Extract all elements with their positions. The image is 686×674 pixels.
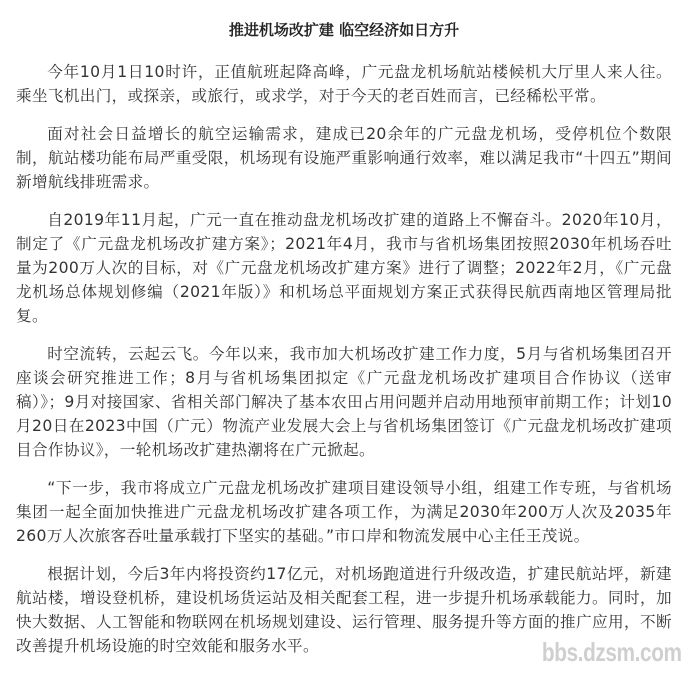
paragraph: 今年10月1日10时许，正值航班起降高峰，广元盘龙机场航站楼候机大厅里人来人往。乘坐飞机出门，或探亲，或旅行，或求学，对于今天的老百姓而言，已经稀松平常。: [16, 63, 672, 105]
paragraph: 根据计划，今后3年内将投资约17亿元，对机场跑道进行升级改造，扩建民航站坪，新建航站楼，增设登机桥，建设机场货运站及相关配套工程，进一步提升机场承载能力。同时，加快大数据、人工智能和物联网在机场规划建设、运行管理、服务提升等方面的推广应用，不断改善提升机场设施的时空效能和服务水平。: [16, 565, 672, 655]
paragraph: “下一步，我市将成立广元盘龙机场改扩建项目建设领导小组，组建工作专班，与省机场集团一起全面加快推进广元盘龙机场改扩建各项工作，为满足2030年200万人次及2035年260万人次旅客吞吐量承载打下坚实的基础。”市口岸和物流发展中心主任王茂说。: [16, 479, 672, 545]
paragraph: 面对社会日益增长的航空运输需求，建成已20余年的广元盘龙机场，受停机位个数限制，航站楼功能布局严重受限，机场现有设施严重影响通行效率，难以满足我市“十四五”期间新增航线排班需求。: [16, 125, 672, 191]
paragraph: 自2019年11月起，广元一直在推动盘龙机场改扩建的道路上不懈奋斗。2020年10月，制定了《广元盘龙机场改扩建方案》；2021年4月，我市与省机场集团按照2030年机场吞吐量为200万人次的目标，对《广元盘龙机场改扩建方案》进行了调整；2022年2月，《广元盘龙机场总体规划修编（2021年版）》和机场总平面规划方案正式获得民航西南地区管理局批复。: [16, 211, 672, 325]
paragraph: 时空流转，云起云飞。今年以来，我市加大机场改扩建工作力度，5月与省机场集团召开座谈会研究推进工作；8月与省机场集团拟定《广元盘龙机场改扩建项目合作协议（送审稿）》；9月对接国家、省相关部门解决了基本农田占用问题并启动用地预审前期工作；计划10月20日在2023中国（广元）物流产业发展大会上与省机场集团签订《广元盘龙机场改扩建项目合作协议》，一轮机场改扩建热潮将在广元掀起。: [16, 345, 672, 459]
article-title: 推进机场改扩建 临空经济如日方升: [228, 21, 460, 39]
article: [16, 18, 672, 672]
watermark: bbs.dzsm.com: [542, 637, 682, 667]
